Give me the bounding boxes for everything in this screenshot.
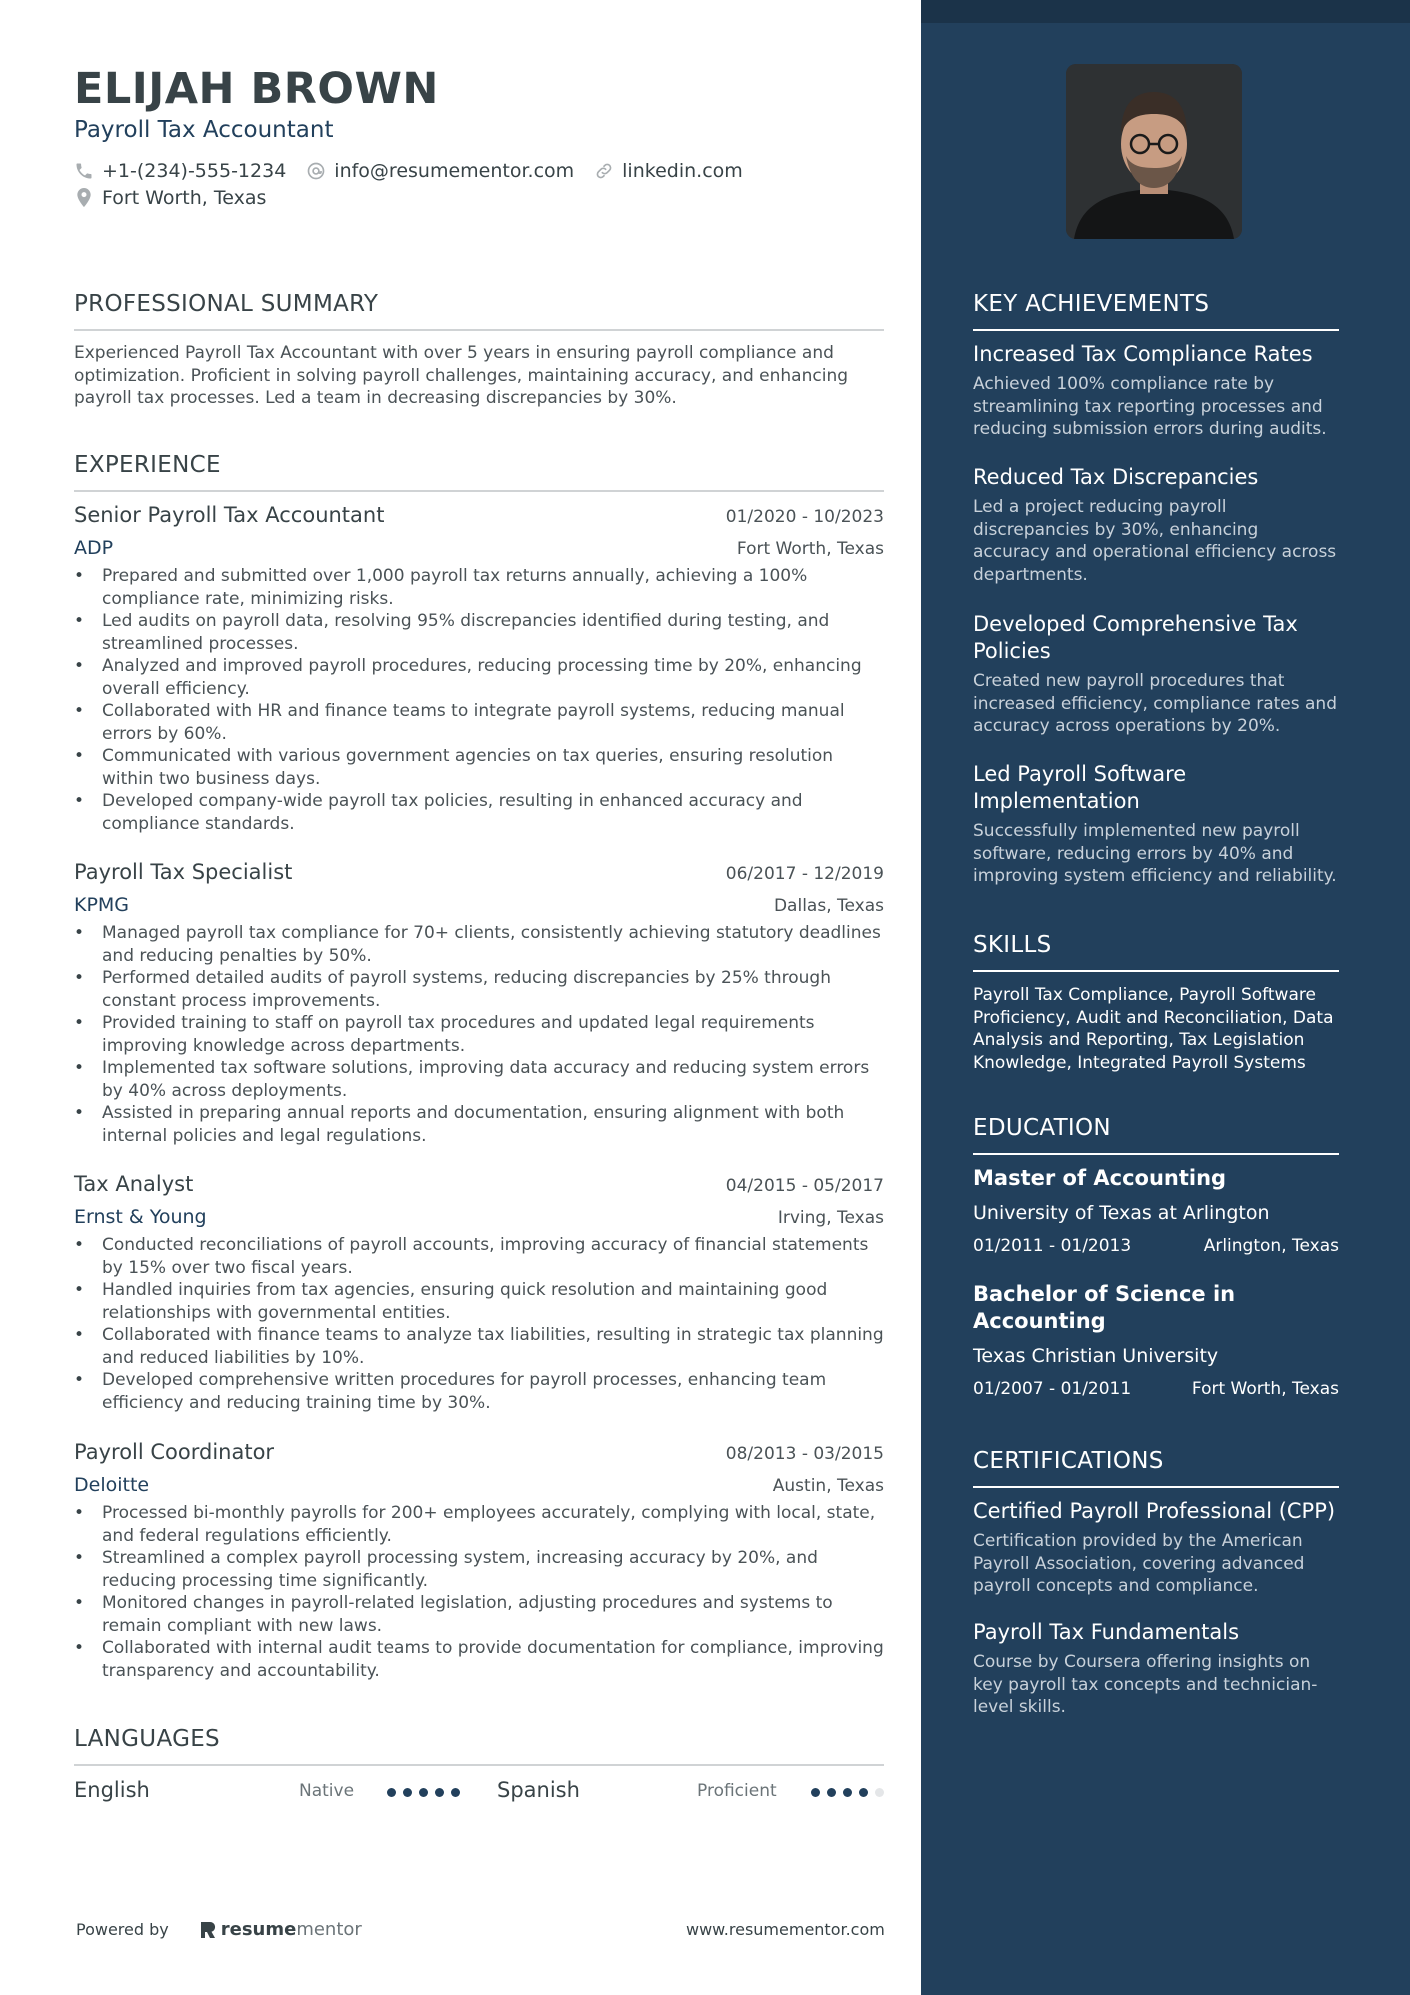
link-icon: [594, 161, 614, 181]
contact-phone[interactable]: [74, 160, 286, 182]
achievement-title: Led Payroll Software Implementation: [973, 762, 1187, 813]
brand-name-secondary: mentor: [296, 1919, 362, 1940]
job-location: Austin, Texas: [772, 1476, 884, 1496]
rating-dot-filled: [827, 1788, 836, 1797]
job-bullets: [74, 565, 884, 835]
job-entry: [74, 1440, 884, 1682]
job-bullet: • Performed detailed audits of payroll systems, reducing discrepancies by 25% through constant process improvements.: [74, 967, 884, 1012]
education-item: [973, 1165, 1339, 1256]
achievement-item: [973, 341, 1339, 441]
certification-desc: Certification provided by the American Payroll Association, covering advanced payroll concepts and compliance.: [973, 1531, 1305, 1596]
certification-desc: Course by Coursera offering insights on key payroll tax concepts and technician-level skills.: [973, 1652, 1318, 1717]
summary-text: Experienced Payroll Tax Accountant with over 5 years in ensuring payroll compliance and optimization. Proficient in solving payroll challenges, maintaining accuracy, and enhancing payroll tax processes. Led a team in decreasing discrepancies by 30%.: [74, 343, 849, 408]
job-entry: [74, 1172, 884, 1414]
rating-dot-filled: [843, 1788, 852, 1797]
job-bullet: • Communicated with various government agencies on tax queries, ensuring resolution within two business days.: [74, 745, 884, 790]
candidate-role: Payroll Tax Accountant: [74, 117, 334, 143]
skills-text: Payroll Tax Compliance, Payroll Software Proficiency, Audit and Reconciliation, Data Analysis and Reporting, Tax Legislation Knowledge, Integrated Payroll Systems: [973, 985, 1334, 1073]
job-company: Deloitte: [74, 1474, 150, 1496]
at-icon: [306, 161, 326, 181]
job-bullets: [74, 1234, 884, 1414]
job-bullet: • Led audits on payroll data, resolving 95% discrepancies identified during testing, and streamlined processes.: [74, 610, 884, 655]
achievement-item: [973, 464, 1339, 586]
achievements-heading: KEY ACHIEVEMENTS: [973, 291, 1339, 331]
job-bullet: • Processed bi-monthly payrolls for 200+ employees accurately, complying with local, state, and federal regulations efficiently.: [74, 1502, 884, 1547]
languages-list: [74, 1778, 884, 1808]
certification-title: Certified Payroll Professional (CPP): [973, 1499, 1336, 1523]
job-bullet: • Analyzed and improved payroll procedures, reducing processing time by 20%, enhancing overall efficiency.: [74, 655, 884, 700]
contact-row-2: [74, 187, 286, 209]
achievement-item: [973, 611, 1339, 738]
powered-by-text: Powered by: [76, 1920, 169, 1939]
rating-dot-filled: [859, 1788, 868, 1797]
experience-heading: EXPERIENCE: [74, 452, 884, 492]
certification-item: [973, 1499, 1339, 1598]
achievement-title: Developed Comprehensive Tax Policies: [973, 612, 1298, 663]
job-title: Payroll Tax Specialist: [74, 860, 293, 884]
job-bullet: • Handled inquiries from tax agencies, ensuring quick resolution and maintaining good relationships with governmental entities.: [74, 1279, 884, 1324]
summary-heading: PROFESSIONAL SUMMARY: [74, 291, 884, 331]
education-heading: EDUCATION: [973, 1115, 1339, 1155]
location-text: Fort Worth, Texas: [102, 187, 267, 209]
job-bullets: [74, 1502, 884, 1682]
job-bullet: • Collaborated with internal audit teams to provide documentation for compliance, improving transparency and accountability.: [74, 1637, 884, 1682]
job-bullet: • Monitored changes in payroll-related legislation, adjusting procedures and systems to remain compliant with new laws.: [74, 1592, 884, 1637]
achievement-title: Reduced Tax Discrepancies: [973, 465, 1259, 489]
language-name: English: [74, 1778, 150, 1802]
language-item: [497, 1778, 580, 1802]
phone-icon: [74, 161, 94, 181]
candidate-name: ELIJAH BROWN: [74, 64, 439, 114]
job-title: Tax Analyst: [74, 1172, 194, 1196]
profile-photo: [1066, 64, 1242, 239]
sidebar-top-band: [921, 0, 1410, 23]
rating-dot-filled: [387, 1788, 396, 1797]
job-bullet: • Collaborated with finance teams to analyze tax liabilities, resulting in strategic tax planning and reduced liabilities by 10%.: [74, 1324, 884, 1369]
contact-linkedin[interactable]: [594, 160, 743, 182]
job-bullet: • Managed payroll tax compliance for 70+ clients, consistently achieving statutory deadlines and reducing penalties by 50%.: [74, 922, 884, 967]
job-bullet: • Conducted reconciliations of payroll accounts, improving accuracy of financial statements by 15% over two fiscal years.: [74, 1234, 884, 1279]
brand-mark-icon: [199, 1920, 217, 1940]
job-company: KPMG: [74, 894, 130, 916]
job-title: Payroll Coordinator: [74, 1440, 275, 1464]
job-bullets: [74, 922, 884, 1147]
education-location: Arlington, Texas: [1203, 1236, 1339, 1256]
rating-dot-filled: [811, 1788, 820, 1797]
job-bullet: • Collaborated with HR and finance teams to integrate payroll systems, reducing manual errors by 60%.: [74, 700, 884, 745]
job-bullet: • Implemented tax software solutions, improving data accuracy and reducing system errors by 40% across deployments.: [74, 1057, 884, 1102]
education-dates: 01/2007 - 01/2011: [973, 1379, 1132, 1399]
skills-heading: SKILLS: [973, 932, 1339, 972]
job-entry: [74, 503, 884, 835]
rating-dot-filled: [403, 1788, 412, 1797]
brand-logo[interactable]: [199, 1919, 362, 1940]
education-school: University of Texas at Arlington: [973, 1202, 1270, 1224]
achievement-item: [973, 761, 1339, 888]
job-bullet: • Developed company-wide payroll tax policies, resulting in enhanced accuracy and compliance standards.: [74, 790, 884, 835]
job-bullet: • Developed comprehensive written procedures for payroll processes, enhancing team efficiency and reducing training time by 30%.: [74, 1369, 884, 1414]
job-dates: 04/2015 - 05/2017: [725, 1176, 884, 1196]
certification-item: [973, 1620, 1339, 1719]
contact-email[interactable]: [306, 160, 574, 182]
rating-dot-filled: [451, 1788, 460, 1797]
rating-dot-empty: [875, 1788, 884, 1797]
job-bullet: • Streamlined a complex payroll processing system, increasing accuracy by 20%, and reducing processing time significantly.: [74, 1547, 884, 1592]
achievement-desc: Achieved 100% compliance rate by streamlining tax reporting processes and reducing submission errors during audits.: [973, 374, 1327, 439]
linkedin-text: linkedin.com: [622, 160, 743, 182]
achievement-desc: Successfully implemented new payroll software, reducing errors by 40% and improving system efficiency and reliability.: [973, 821, 1337, 886]
language-name: Spanish: [497, 1778, 580, 1802]
email-text: info@resumementor.com: [334, 160, 575, 182]
education-location: Fort Worth, Texas: [1191, 1379, 1339, 1399]
certifications-heading: CERTIFICATIONS: [973, 1448, 1339, 1488]
education-dates: 01/2011 - 01/2013: [973, 1236, 1132, 1256]
contact-location: [74, 187, 266, 209]
phone-text: +1-(234)-555-1234: [102, 160, 287, 182]
achievement-desc: Led a project reducing payroll discrepancies by 30%, enhancing accuracy and operational efficiency across departments.: [973, 497, 1337, 585]
job-dates: 01/2020 - 10/2023: [725, 507, 884, 527]
job-bullet: • Prepared and submitted over 1,000 payroll tax returns annually, achieving a 100% compliance rate, minimizing risks.: [74, 565, 884, 610]
job-dates: 06/2017 - 12/2019: [725, 864, 884, 884]
job-location: Dallas, Texas: [773, 896, 884, 916]
rating-dot-filled: [435, 1788, 444, 1797]
footer-branding: [76, 1919, 362, 1940]
language-level: Native: [299, 1781, 355, 1801]
education-school: Texas Christian University: [973, 1345, 1219, 1367]
job-company: ADP: [74, 537, 114, 559]
achievement-title: Increased Tax Compliance Rates: [973, 342, 1313, 366]
job-company: Ernst & Young: [74, 1206, 207, 1228]
job-location: Fort Worth, Texas: [736, 539, 884, 559]
job-bullet: • Provided training to staff on payroll tax procedures and updated legal requirements improving knowledge across departments.: [74, 1012, 884, 1057]
languages-heading: LANGUAGES: [74, 1726, 884, 1766]
portrait-image: [1066, 64, 1242, 239]
job-dates: 08/2013 - 03/2015: [725, 1444, 884, 1464]
language-level: Proficient: [697, 1781, 777, 1801]
language-item: [74, 1778, 150, 1802]
job-location: Irving, Texas: [777, 1208, 884, 1228]
job-entry: [74, 860, 884, 1147]
job-title: Senior Payroll Tax Accountant: [74, 503, 385, 527]
education-item: [973, 1281, 1339, 1399]
footer-url[interactable]: www.resumementor.com: [686, 1920, 885, 1939]
brand-name-primary: resume: [220, 1919, 297, 1940]
job-bullet: • Assisted in preparing annual reports and documentation, ensuring alignment with both internal policies and legal regulations.: [74, 1102, 884, 1147]
rating-dot-filled: [419, 1788, 428, 1797]
education-degree: Bachelor of Science in Accounting: [973, 1282, 1236, 1333]
achievement-desc: Created new payroll procedures that increased efficiency, compliance rates and accuracy across operations by 20%.: [973, 671, 1337, 736]
language-rating: [387, 1788, 467, 1797]
certification-title: Payroll Tax Fundamentals: [973, 1620, 1240, 1644]
location-pin-icon: [74, 187, 94, 209]
sidebar: [921, 0, 1410, 1995]
education-degree: Master of Accounting: [973, 1166, 1227, 1190]
contact-row: [74, 160, 763, 182]
language-rating: [811, 1788, 891, 1797]
